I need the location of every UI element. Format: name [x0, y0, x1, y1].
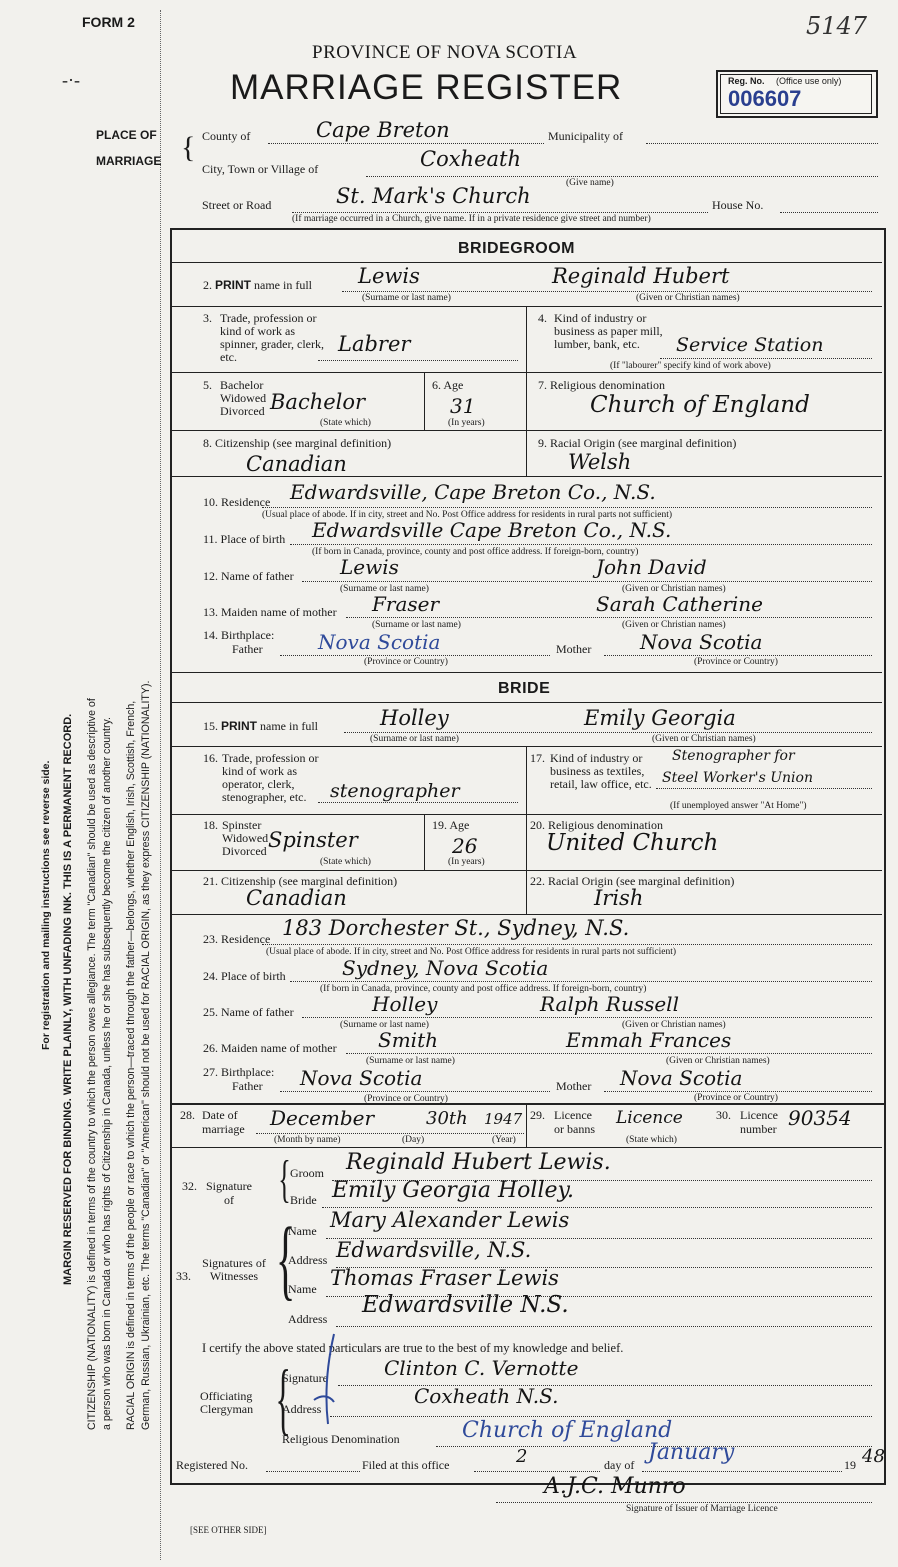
bride-father-surname-caption: (Surname or last name) — [340, 1020, 429, 1030]
month-caption: (Month by name) — [274, 1135, 341, 1145]
city-value: Coxheath — [420, 147, 521, 171]
marriage-year: 1947 — [484, 1110, 523, 1128]
bride-religion-label: 20. Religious denomination — [530, 818, 663, 832]
groom-residence: Edwardsville, Cape Breton Co., N.S. — [290, 480, 656, 504]
bride-mother-bp-caption: (Province or Country) — [694, 1093, 778, 1103]
signature-of-1: Signature — [206, 1179, 252, 1193]
groom-citizenship-label: 8. Citizenship (see marginal definition) — [203, 436, 392, 450]
groom-birthplace-caption: (If born in Canada, province, county and post office address. If foreign-born, country) — [312, 547, 639, 557]
bride-father-bp-caption: (Province or Country) — [364, 1094, 448, 1104]
reg-no-label: Reg. No. — [728, 76, 765, 86]
clergy-sig-label: Signature — [282, 1371, 328, 1385]
bride-father-birthplace: Nova Scotia — [300, 1066, 423, 1090]
filed-year-prefix: 19 — [844, 1458, 856, 1472]
bride-status: Spinster — [268, 828, 358, 852]
groom-mother-surname-caption: (Surname or last name) — [372, 620, 461, 630]
bride-mother-surname: Smith — [378, 1028, 438, 1052]
groom-mother-bp-caption: (Province or Country) — [694, 657, 778, 667]
officiating-label: Officiating Clergyman — [200, 1389, 254, 1416]
city-label: City, Town or Village of — [202, 162, 319, 176]
groom-trade: Labrer — [338, 332, 411, 356]
marriage-day: 30th — [426, 1108, 468, 1129]
licence-type-caption: (State which) — [626, 1135, 677, 1145]
bride-age: 26 — [452, 834, 478, 858]
municipality-label: Municipality of — [548, 129, 623, 143]
bride-trade-label: Trade, profession or kind of work as operator, clerk, stenographer, etc. — [222, 751, 319, 804]
province-heading: PROVINCE OF NOVA SCOTIA — [312, 42, 578, 63]
bride-father-label: 25. Name of father — [203, 1005, 294, 1019]
street-label: Street or Road — [202, 198, 272, 212]
groom-status: Bachelor — [270, 390, 366, 414]
groom-father-given-caption: (Given or Christian names) — [622, 584, 726, 594]
groom-given: Reginald Hubert — [552, 264, 730, 288]
margin-citizenship-def-1: CITIZENSHIP (NATIONALITY) is defined in terms of the country to which the person owes allegiance. The term "Canadian" should be used as descriptive of — [86, 698, 98, 1430]
blue-pen-mark — [304, 1330, 344, 1430]
bride-mother-given-caption: (Given or Christian names) — [666, 1056, 770, 1066]
bride-f17-num: 17. — [530, 751, 545, 765]
witness2-name: Thomas Fraser Lewis — [330, 1266, 559, 1290]
certify-text: I certify the above stated particulars are true to the best of my knowledge and belief. — [202, 1341, 624, 1355]
groom-industry-caption: (If "labourer" specify kind of work above) — [610, 361, 771, 371]
corner-number: 5147 — [806, 12, 868, 40]
clergy-signature: Clinton C. Vernotte — [384, 1356, 579, 1380]
bride-surname-caption: (Surname or last name) — [370, 734, 459, 744]
groom-birthplace-label: 11. Place of birth — [203, 532, 286, 546]
licence-label-2: or banns — [554, 1122, 595, 1136]
issuer-caption: Signature of Issuer of Marriage Licence — [626, 1504, 778, 1514]
sig-brace: { — [278, 1151, 291, 1208]
bride-mother-given: Emmah Frances — [566, 1028, 732, 1052]
groom-racial-label: 9. Racial Origin (see marginal definition) — [538, 436, 737, 450]
place-brace: { — [181, 131, 196, 164]
filed-year: 48 — [862, 1446, 885, 1467]
clergy-denomination: Church of England — [462, 1418, 673, 1443]
bride-religion: United Church — [546, 830, 719, 856]
groom-given-caption: (Given or Christian names) — [636, 293, 740, 303]
groom-f5-num: 5. — [203, 378, 212, 392]
witness1-address: Edwardsville, N.S. — [336, 1238, 532, 1262]
house-label: House No. — [712, 198, 764, 212]
bride-mother-birthplace: Nova Scotia — [620, 1066, 743, 1090]
groom-surname-caption: (Surname or last name) — [362, 293, 451, 303]
clergy-brace: { — [275, 1355, 291, 1443]
bride-birthplace: Sydney, Nova Scotia — [342, 956, 549, 980]
w1-address-label: Address — [288, 1253, 328, 1267]
place-label-1: PLACE OF — [96, 128, 157, 142]
licence-type: Licence — [616, 1108, 683, 1128]
groom-religion: Church of England — [590, 392, 810, 418]
w2-address-label: Address — [288, 1312, 328, 1326]
bride-racial: Irish — [594, 886, 644, 910]
groom-father-given: John David — [596, 555, 707, 579]
bride-industry-label: Kind of industry or business as textiles, retail, law office, etc. — [550, 751, 652, 791]
witness2-address: Edwardsville N.S. — [362, 1292, 569, 1318]
w2-name-label: Name — [288, 1282, 317, 1296]
date-label-1: Date of — [202, 1108, 238, 1122]
street-value: St. Mark's Church — [336, 184, 531, 208]
form-label: FORM 2 — [82, 14, 135, 30]
groom-age: 31 — [450, 394, 476, 418]
f32-num: 32. — [182, 1179, 197, 1193]
bride-racial-label: 22. Racial Origin (see marginal definition) — [530, 874, 735, 888]
give-name-caption: (Give name) — [566, 178, 614, 188]
bride-f18-num: 18. — [203, 818, 218, 832]
groom-sig-label: Groom — [290, 1166, 324, 1180]
bride-given-caption: (Given or Christian names) — [652, 734, 756, 744]
bride-industry-2: Steel Worker's Union — [662, 770, 813, 786]
bride-surname: Holley — [380, 706, 449, 730]
w1-name-label: Name — [288, 1224, 317, 1238]
church-note: (If marriage occurred in a Church, give name. If in a private residence give street and number) — [292, 214, 651, 224]
day-of-label: day of — [604, 1458, 635, 1472]
dash-mark: -·- — [62, 70, 80, 90]
bride-father-given: Ralph Russell — [540, 992, 679, 1016]
groom-age-label: 6. Age — [432, 378, 464, 392]
reg-office-use: (Office use only) — [776, 76, 842, 86]
groom-status-label: Bachelor Widowed Divorced — [220, 378, 267, 418]
county-label: County of — [202, 129, 251, 143]
bride-bp-label: 27. Birthplace: — [203, 1065, 275, 1079]
f28-num: 28. — [180, 1108, 195, 1122]
groom-mother-label: 13. Maiden name of mother — [203, 605, 337, 619]
groom-residence-label: 10. Residence — [203, 495, 271, 509]
witness-label: Signatures of Witnesses — [202, 1256, 266, 1283]
groom-religion-label: 7. Religious denomination — [538, 378, 665, 392]
bride-status-label: Spinster Widowed Divorced — [222, 818, 269, 858]
margin-racial-def-1: RACIAL ORIGIN is defined in terms of the people or race to which the person—traced through the father—belongs, whether English, Irish, Scottish, French, — [125, 700, 137, 1430]
groom-name-label: 2. PRINT name in full — [203, 278, 312, 292]
bride-f16-num: 16. — [203, 751, 218, 765]
groom-surname: Lewis — [358, 264, 420, 288]
bride-signature: Emily Georgia Holley. — [332, 1178, 575, 1203]
filed-day: 2 — [516, 1446, 528, 1467]
bride-industry-1: Stenographer for — [672, 748, 795, 764]
bride-residence-label: 23. Residence — [203, 932, 271, 946]
bride-trade: stenographer — [330, 780, 460, 802]
reg-no-box — [716, 70, 878, 118]
issuer-signature: A.J.C. Munro — [544, 1474, 686, 1499]
groom-father-label: 12. Name of father — [203, 569, 294, 583]
marriage-month: December — [270, 1106, 375, 1130]
groom-mother-given: Sarah Catherine — [596, 592, 764, 616]
clergy-address-label: Address — [282, 1402, 322, 1416]
margin-binding-note: MARGIN RESERVED FOR BINDING. WRITE PLAINLY, WITH UNFADING INK. THIS IS A PERMANENT RECORD. — [62, 713, 74, 1285]
witness1-name: Mary Alexander Lewis — [330, 1208, 570, 1232]
groom-bp-father-label: Father — [232, 642, 263, 656]
margin-racial-def-2: German, Russian, Ukrainian, etc. The terms "Canadian" or "American" should not be used for RACIAL ORIGIN, as they express CITIZENSHIP (NATIONALITY). — [140, 680, 152, 1430]
groom-father-birthplace: Nova Scotia — [318, 630, 441, 654]
groom-mother-given-caption: (Given or Christian names) — [622, 620, 726, 630]
bride-residence-caption: (Usual place of abode. If in city, street and No. Post Office address for residents in rural parts not sufficient) — [266, 947, 677, 957]
groom-father-bp-caption: (Province or Country) — [364, 657, 448, 667]
groom-age-caption: (In years) — [448, 418, 485, 428]
groom-residence-caption: (Usual place of abode. If in city, street and No. Post Office address for residents in rural parts not sufficient) — [262, 510, 673, 520]
bride-citizenship: Canadian — [246, 886, 347, 910]
groom-bp-label: 14. Birthplace: — [203, 628, 275, 642]
bride-status-caption: (State which) — [320, 857, 371, 867]
margin-instructions: For registration and mailing instructions see reverse side. — [40, 760, 52, 1050]
groom-citizenship: Canadian — [246, 452, 347, 476]
date-label-2: marriage — [202, 1122, 245, 1136]
bride-industry-caption: (If unemployed answer "At Home") — [670, 801, 807, 811]
county-value: Cape Breton — [316, 118, 450, 142]
bride-sig-label: Bride — [290, 1193, 317, 1207]
bride-bp-father-label: Father — [232, 1079, 263, 1093]
groom-f3-num: 3. — [203, 311, 212, 325]
groom-section-title: BRIDEGROOM — [458, 240, 575, 257]
day-caption: (Day) — [402, 1135, 425, 1145]
groom-status-caption: (State which) — [320, 418, 371, 428]
licence-num-label-2: number — [740, 1122, 777, 1136]
witness-brace: { — [275, 1210, 296, 1309]
bride-citizenship-label: 21. Citizenship (see marginal definition) — [203, 874, 398, 888]
groom-trade-label: Trade, profession or kind of work as spinner, grader, clerk, etc. — [220, 311, 324, 364]
bride-father-given-caption: (Given or Christian names) — [622, 1020, 726, 1030]
bride-name-label: 15. PRINT name in full — [203, 719, 318, 733]
year-caption: (Year) — [492, 1135, 516, 1145]
bride-mother-surname-caption: (Surname or last name) — [366, 1056, 455, 1066]
groom-bp-mother-label: Mother — [556, 642, 592, 656]
f33-num: 33. — [176, 1269, 191, 1283]
filed-label: Filed at this office — [362, 1458, 450, 1472]
bride-residence: 183 Dorchester St., Sydney, N.S. — [282, 916, 630, 940]
groom-racial: Welsh — [568, 450, 632, 474]
licence-label-1: Licence — [554, 1108, 592, 1122]
page-title: MARRIAGE REGISTER — [230, 68, 623, 107]
bride-birthplace-label: 24. Place of birth — [203, 969, 286, 983]
place-label-2: MARRIAGE — [96, 154, 162, 168]
groom-father-surname-caption: (Surname or last name) — [340, 584, 429, 594]
bride-birthplace-caption: (If born in Canada, province, county and post office address. If foreign-born, country) — [320, 984, 647, 994]
bride-father-surname: Holley — [372, 992, 438, 1016]
registered-label: Registered No. — [176, 1458, 248, 1472]
filed-month: January — [648, 1440, 735, 1465]
bride-mother-label: 26. Maiden name of mother — [203, 1041, 337, 1055]
licence-num-label-1: Licence — [740, 1108, 778, 1122]
bride-given: Emily Georgia — [584, 706, 736, 730]
reg-no-value: 006607 — [728, 86, 802, 111]
binding-line — [160, 10, 161, 1560]
see-other-side: [SEE OTHER SIDE] — [190, 1525, 267, 1535]
groom-birthplace: Edwardsville Cape Breton Co., N.S. — [312, 518, 672, 542]
clergy-address: Coxheath N.S. — [414, 1384, 559, 1408]
clergy-denom-label: Religious Denomination — [282, 1432, 400, 1446]
groom-mother-surname: Fraser — [372, 592, 440, 616]
groom-signature: Reginald Hubert Lewis. — [346, 1150, 611, 1175]
bride-bp-mother-label: Mother — [556, 1079, 592, 1093]
groom-father-surname: Lewis — [340, 555, 399, 579]
groom-industry: Service Station — [676, 334, 824, 356]
licence-number: 90354 — [788, 1106, 852, 1130]
margin-citizenship-def-2: a person who was born in Canada or who has rights of Citizenship in Canada, unless he or she has subsequently become the citizen of another country. — [101, 717, 113, 1430]
groom-industry-label: Kind of industry or business as paper mill, lumber, bank, etc. — [554, 311, 663, 351]
bride-age-caption: (In years) — [448, 857, 485, 867]
groom-f4-num: 4. — [538, 311, 547, 325]
bride-age-label: 19. Age — [432, 818, 470, 832]
bride-section-title: BRIDE — [498, 680, 551, 697]
groom-mother-birthplace: Nova Scotia — [640, 630, 763, 654]
signature-of-2: of — [224, 1193, 234, 1207]
